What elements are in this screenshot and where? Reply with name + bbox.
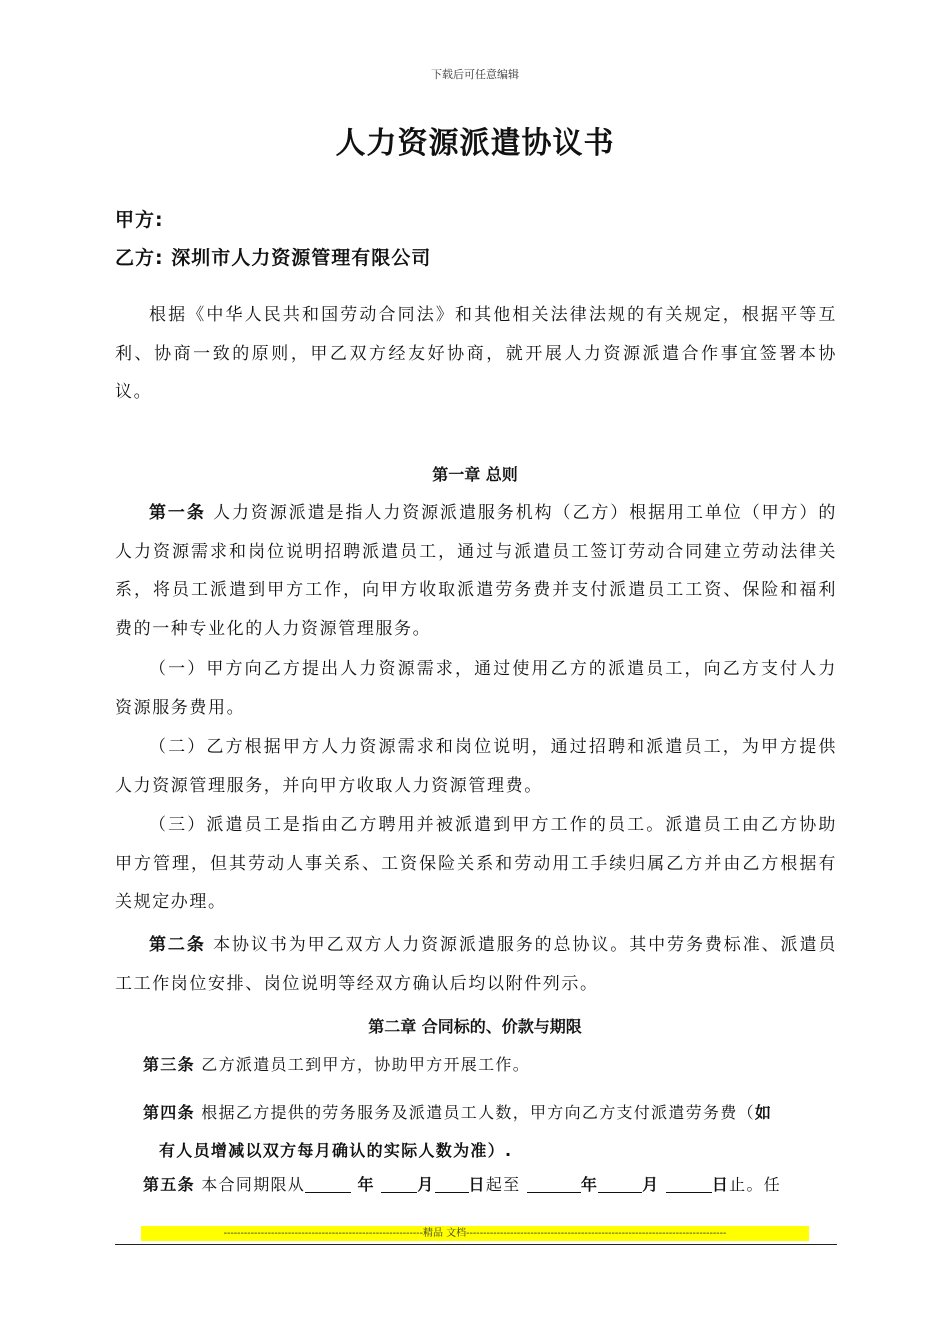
header-note: 下载后可任意编辑 bbox=[431, 68, 519, 81]
document-title: 人力资源派遣协议书 bbox=[335, 126, 615, 161]
chapter-1-heading: 第一章 总则 bbox=[432, 465, 518, 484]
day-label-2: 日 bbox=[711, 1175, 730, 1194]
article-1-item-2: （二）乙方根据甲方人力资源需求和岗位说明，通过招聘和派遣员工，为甲方提供人力资源管理服务，并向甲方收取人力资源管理费。 bbox=[115, 737, 837, 796]
day-blank-2[interactable] bbox=[666, 1174, 712, 1193]
party-a: 甲方: bbox=[115, 209, 164, 231]
article-3 bbox=[143, 1052, 843, 1075]
article-5 bbox=[143, 1172, 843, 1195]
month-blank-1[interactable] bbox=[381, 1174, 417, 1193]
article-1-item-3: （三）派遣员工是指由乙方聘用并被派遣到甲方工作的员工。派遣员工由乙方协助甲方管理，但其劳动人事关系、工资保险关系和劳动用工手续归属乙方并由乙方根据有关规定办理。 bbox=[115, 815, 837, 912]
article-4-bold-2: 有人员增减以双方每月确认的实际人数为准）. bbox=[159, 1141, 513, 1160]
art5-mid: 起至 bbox=[485, 1175, 521, 1194]
article-1-label: 第一条 bbox=[149, 503, 206, 523]
article-4-text: 根据乙方提供的劳务服务及派遣员工人数，甲方向乙方支付派遣劳务费（ bbox=[194, 1103, 755, 1122]
article-1-item-1: （一）甲方向乙方提出人力资源需求，通过使用乙方的派遣员工，向乙方支付人力资源服务费用。 bbox=[115, 659, 837, 718]
month-label-2: 月 bbox=[642, 1175, 660, 1194]
article-1-text: 人力资源派遣是指人力资源派遣服务机构（乙方）根据用工单位（甲方）的人力资源需求和岗位说明招聘派遣员工，通过与派遣员工签订劳动合同建立劳动法律关系，将员工派遣到甲方工作，向甲方收取派遣劳务费并支付派遣员工工资、保险和福利费的一种专业化的人力资源管理服务。 bbox=[115, 503, 837, 639]
year-blank-2[interactable] bbox=[527, 1174, 581, 1193]
year-blank-1[interactable] bbox=[305, 1174, 351, 1193]
year-label-1: 年 bbox=[357, 1175, 375, 1194]
month-blank-2[interactable] bbox=[598, 1174, 642, 1193]
art5-end: 止。任 bbox=[729, 1175, 782, 1194]
article-1 bbox=[115, 494, 837, 648]
day-blank-1[interactable] bbox=[435, 1174, 469, 1193]
article-3-text: 乙方派遣员工到甲方，协助甲方开展工作。 bbox=[194, 1055, 530, 1074]
article-4-bold-1: 如 bbox=[754, 1103, 773, 1122]
chapter-2-heading: 第二章 合同标的、价款与期限 bbox=[368, 1017, 582, 1036]
footer-rule bbox=[115, 1244, 837, 1245]
article-5-text: 本合同期限从 bbox=[194, 1175, 306, 1194]
article-2 bbox=[115, 926, 837, 1003]
article-2-text: 本协议书为甲乙双方人力资源派遣服务的总协议。其中劳务费标准、派遣员工工作岗位安排、岗位说明等经双方确认后均以附件列示。 bbox=[115, 935, 837, 994]
year-label-2: 年 bbox=[580, 1175, 599, 1194]
intro-paragraph: 根据《中华人民共和国劳动合同法》和其他相关法律法规的有关规定，根据平等互利、协商一致的原则，甲乙双方经友好协商，就开展人力资源派遣合作事宜签署本协议。 bbox=[115, 305, 837, 402]
article-3-label: 第三条 bbox=[143, 1055, 195, 1074]
article-4 bbox=[143, 1094, 837, 1170]
article-5-label: 第五条 bbox=[143, 1175, 195, 1194]
month-label-1: 月 bbox=[417, 1175, 435, 1194]
article-2-label: 第二条 bbox=[149, 935, 206, 955]
party-b: 乙方: 深圳市人力资源管理有限公司 bbox=[115, 247, 432, 269]
footer-watermark-bar: -----------------------------------------------------------精品 文档----------------------------------------------------------------------------- bbox=[141, 1226, 809, 1241]
article-4-label: 第四条 bbox=[143, 1103, 195, 1122]
day-label-1: 日 bbox=[468, 1175, 486, 1194]
